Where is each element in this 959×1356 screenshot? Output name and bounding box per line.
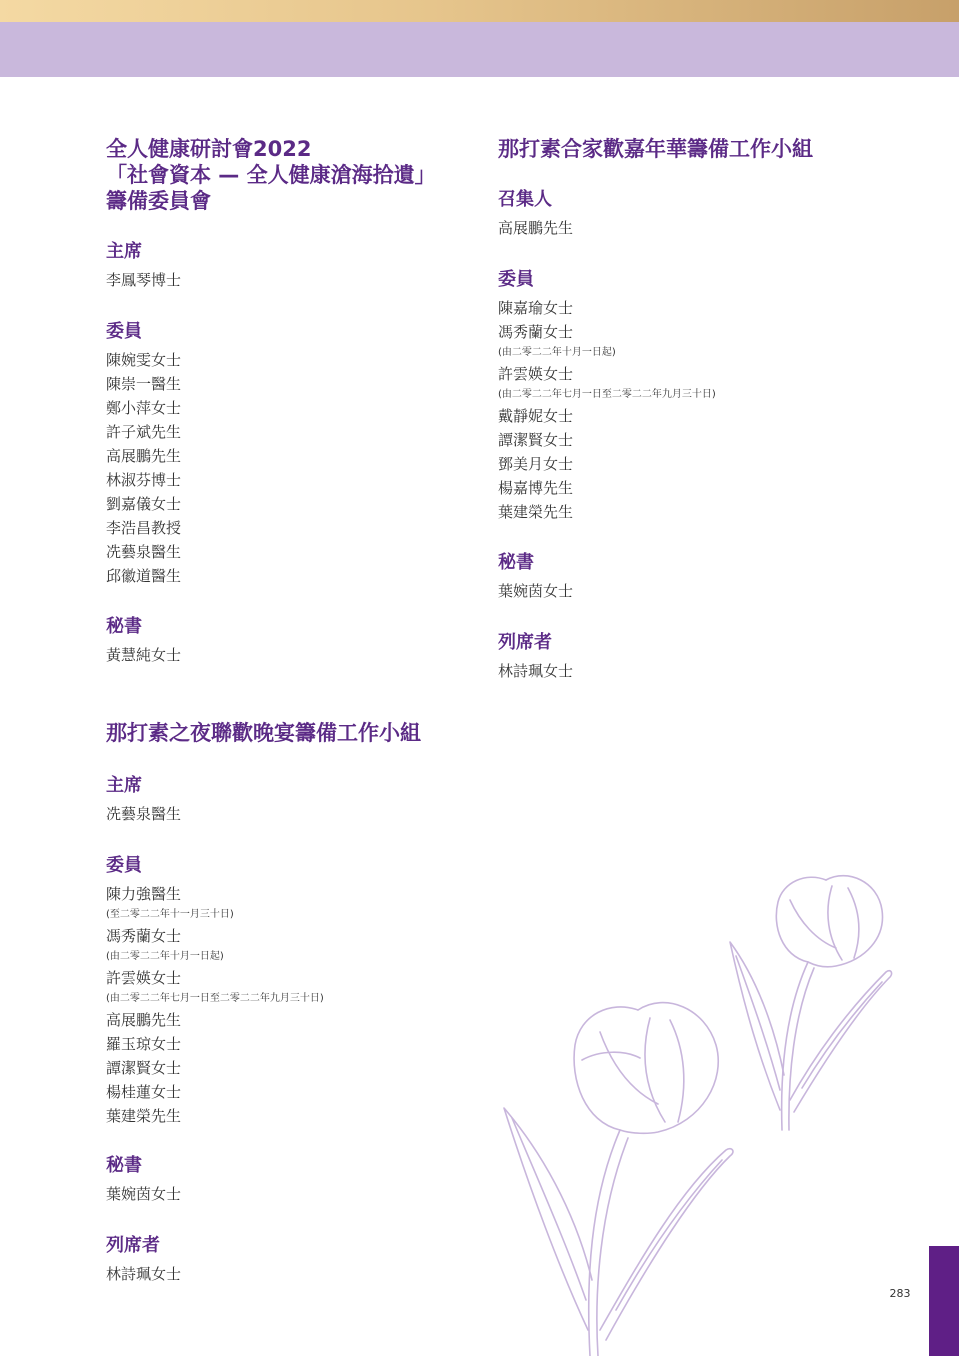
member-name: 戴靜妮女士: [498, 407, 574, 425]
member-name: 許雲媖女士: [498, 365, 574, 383]
member-name: 葉建榮先生: [498, 503, 574, 521]
member-name: 陳力強醫生: [106, 885, 182, 903]
health-forum-chair-block: [106, 240, 181, 292]
member-name: 劉嘉儀女士: [106, 495, 182, 513]
health-forum-title-line: 籌備委員會: [106, 189, 211, 213]
carnival-convener-block: [498, 188, 573, 240]
member-name: 李浩昌教授: [106, 519, 182, 537]
chair-heading: 主席: [106, 241, 142, 262]
attendee-name: 林詩珮女士: [498, 662, 574, 680]
members-heading: 委員: [106, 855, 142, 876]
member-name: 羅玉琼女士: [106, 1035, 182, 1053]
health-forum-secretary-block: [106, 615, 181, 667]
attendee-heading: 列席者: [498, 632, 552, 653]
health-forum-title-line: 全人健康研討會2022: [106, 137, 312, 161]
member-name: 許子斌先生: [106, 423, 182, 441]
night-gala-chair-block: [106, 774, 181, 826]
member-name: 楊桂蓮女士: [106, 1083, 182, 1101]
chair-name: 冼藝泉醫生: [106, 805, 182, 823]
night-gala-attendee-block: [106, 1234, 181, 1286]
page-number: 283: [889, 1287, 911, 1300]
tulip-illustration-icon: [490, 860, 900, 1356]
carnival-section: [498, 136, 878, 696]
chair-name: 李鳳琴博士: [106, 271, 182, 289]
carnival-attendee-block: [498, 631, 573, 683]
carnival-secretary-block: [498, 551, 573, 603]
secretary-heading: 秘書: [106, 616, 142, 637]
header-lilac-band: [0, 22, 959, 77]
convener-heading: 召集人: [498, 189, 552, 210]
member-name: 陳婉雯女士: [106, 351, 182, 369]
night-gala-section: [106, 720, 486, 1300]
health-forum-members-block: [106, 320, 181, 588]
secretary-heading: 秘書: [106, 1155, 142, 1176]
health-forum-title-line: 「社會資本 — 全人健康滄海拾遺」: [106, 163, 436, 187]
member-name: 邱徽道醫生: [106, 567, 182, 585]
member-name: 陳崇一醫生: [106, 375, 182, 393]
secretary-name: 葉婉茵女士: [498, 582, 574, 600]
page-edge-tab: [929, 1246, 959, 1356]
member-name: 鄭小萍女士: [106, 399, 182, 417]
member-name: 馮秀蘭女士: [498, 323, 574, 341]
member-name: 林淑芬博士: [106, 471, 182, 489]
member-term-note: (由二零二二年七月一日至二零二二年九月三十日): [498, 389, 716, 400]
member-name: 楊嘉博先生: [498, 479, 574, 497]
secretary-name: 黃慧純女士: [106, 646, 182, 664]
member-name: 高展鵬先生: [106, 447, 182, 465]
member-name: 許雲媖女士: [106, 969, 182, 987]
member-term-note: (至二零二二年十一月三十日): [106, 909, 234, 920]
convener-name: 高展鵬先生: [498, 219, 574, 237]
member-name: 葉建榮先生: [106, 1107, 182, 1125]
night-gala-members-block: [106, 854, 324, 1128]
health-forum-section: [106, 136, 486, 676]
member-name: 陳嘉瑜女士: [498, 299, 574, 317]
member-term-note: (由二零二二年十月一日起): [106, 951, 224, 962]
members-heading: 委員: [106, 321, 142, 342]
member-name: 譚潔賢女士: [498, 431, 574, 449]
member-name: 譚潔賢女士: [106, 1059, 182, 1077]
members-heading: 委員: [498, 269, 534, 290]
secretary-name: 葉婉茵女士: [106, 1185, 182, 1203]
member-name: 鄧美月女士: [498, 455, 574, 473]
member-name: 馮秀蘭女士: [106, 927, 182, 945]
night-gala-secretary-block: [106, 1154, 181, 1206]
attendee-name: 林詩珮女士: [106, 1265, 182, 1283]
header-gold-band: [0, 0, 959, 22]
secretary-heading: 秘書: [498, 552, 534, 573]
member-name: 冼藝泉醫生: [106, 543, 182, 561]
member-name: 高展鵬先生: [106, 1011, 182, 1029]
chair-heading: 主席: [106, 775, 142, 796]
attendee-heading: 列席者: [106, 1235, 160, 1256]
carnival-members-block: [498, 268, 716, 524]
carnival-title: 那打素合家歡嘉年華籌備工作小組: [498, 137, 813, 161]
member-term-note: (由二零二二年七月一日至二零二二年九月三十日): [106, 993, 324, 1004]
member-term-note: (由二零二二年十月一日起): [498, 347, 616, 358]
health-forum-title: [106, 136, 486, 214]
night-gala-title: 那打素之夜聯歡晚宴籌備工作小組: [106, 721, 421, 745]
